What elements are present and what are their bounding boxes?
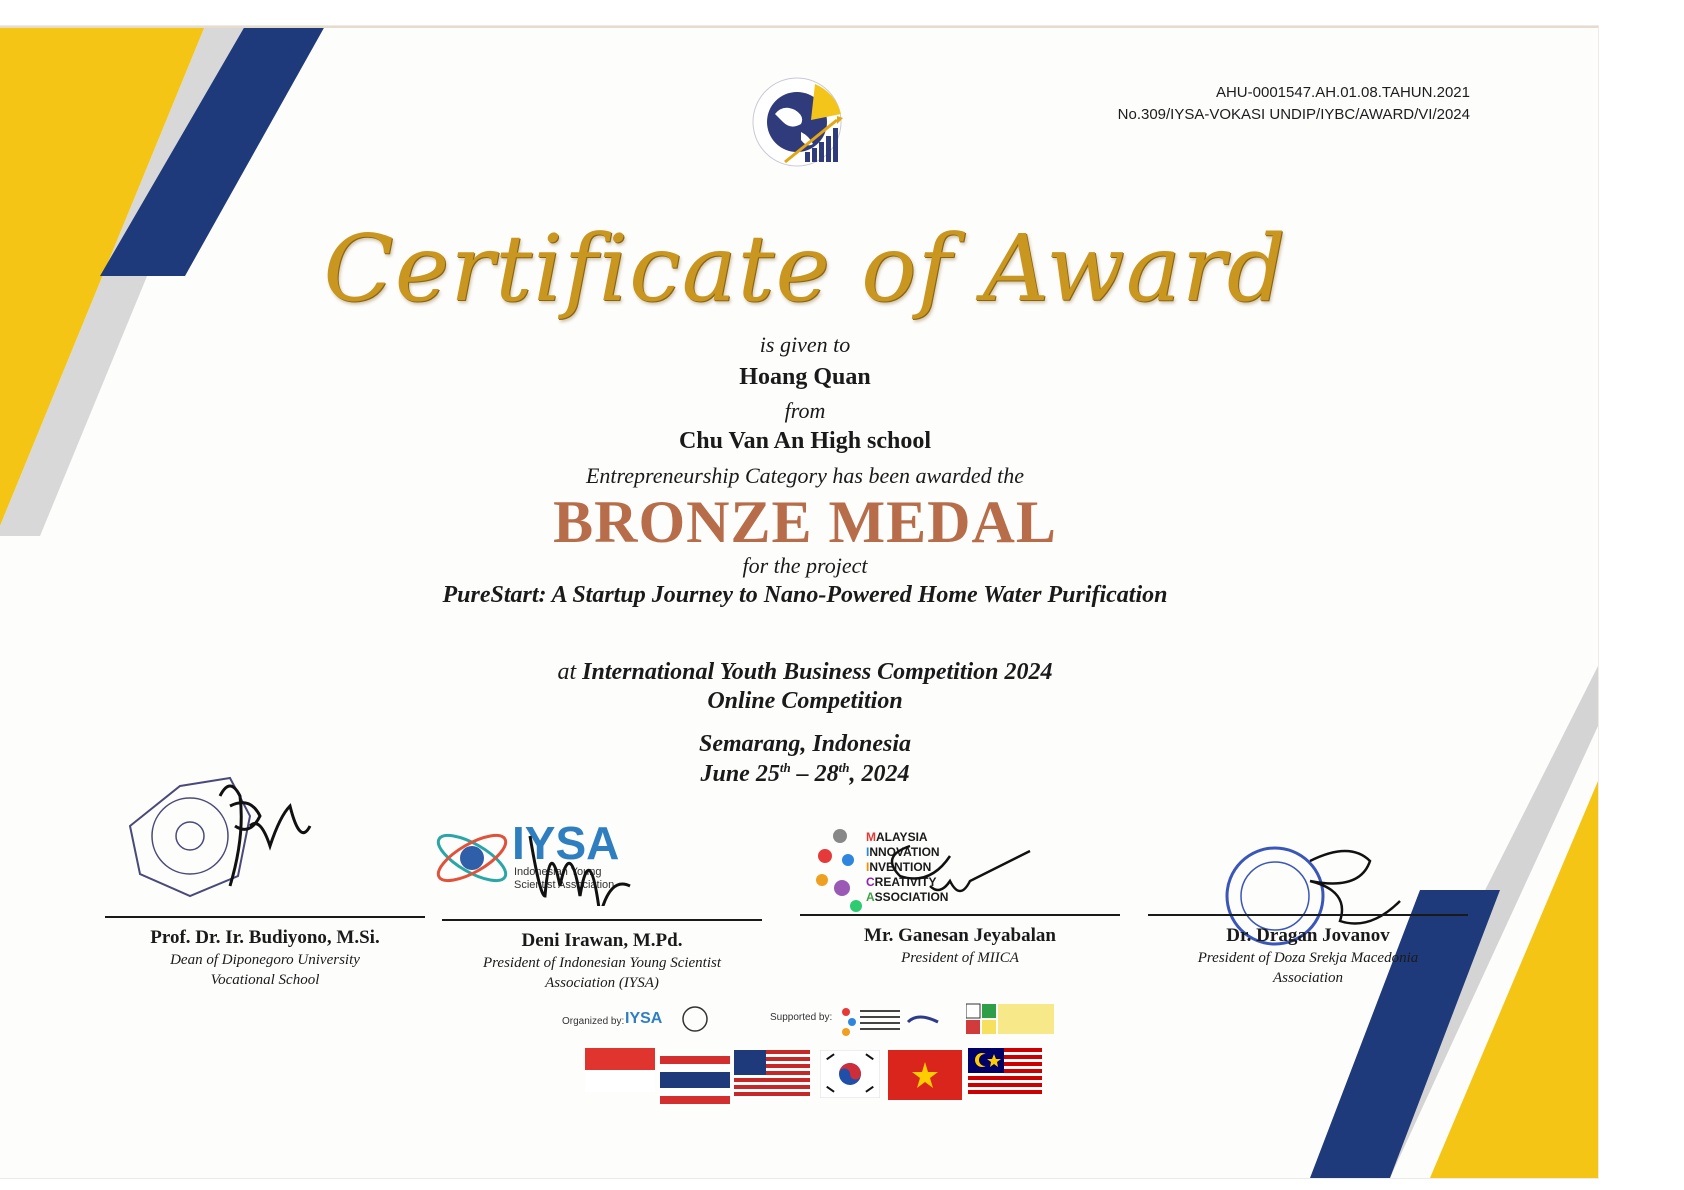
- supported-by-label: Supported by:: [770, 1012, 833, 1023]
- reference-line-2: No.309/IYSA-VOKASI UNDIP/IYBC/AWARD/VI/2024: [1117, 106, 1470, 123]
- signatory-2: [442, 919, 762, 993]
- competition-mode: Online Competition: [707, 688, 903, 714]
- competition-name: International Youth Business Competition 2024: [582, 659, 1053, 685]
- sheet-top-edge: [0, 26, 1598, 28]
- signatory-name: Mr. Ganesan Jeyabalan: [864, 925, 1056, 946]
- diponegoro-seal-and-signature: [120, 766, 330, 916]
- south-korea-flag-icon: [820, 1050, 880, 1098]
- miica-dots-icon: [810, 826, 870, 926]
- project-label: for the project: [742, 553, 868, 578]
- deni-irawan-signature: [510, 816, 650, 906]
- signatory-name: Dr. Dragan Jovanov: [1226, 925, 1390, 946]
- ganesan-signature: [870, 826, 1040, 916]
- given-to-label: is given to: [759, 332, 851, 357]
- malaysia-flag-icon: [968, 1048, 1042, 1096]
- competition-globe-logo: [745, 62, 865, 182]
- supporter-logos: [838, 1004, 958, 1038]
- signatory-4: [1148, 914, 1468, 988]
- signature-line: [105, 916, 425, 918]
- signatory-role: President of MIICA: [901, 950, 1019, 966]
- iysa-small-logo: IYSA: [625, 1010, 663, 1027]
- location: Semarang, Indonesia: [698, 731, 912, 757]
- signatory-role: President of Indonesian Young Scientist Association (IYSA): [482, 955, 722, 991]
- school-name: Chu Van An High school: [678, 428, 932, 454]
- undip-small-seal: [680, 1004, 710, 1034]
- indonesia-flag-icon: [585, 1048, 655, 1092]
- ms-club-logo: [966, 1002, 1056, 1042]
- organized-by-label: Organized by:: [562, 1016, 625, 1027]
- at-label: at: [557, 659, 577, 685]
- iysa-fullname: Indonesian Young Scientist Association: [514, 866, 615, 891]
- reference-line-1: AHU-0001547.AH.01.08.TAHUN.2021: [1215, 84, 1470, 101]
- award-title: BRONZE MEDAL: [553, 489, 1057, 555]
- signatory-role: Dean of Diponegoro University Vocational School: [170, 952, 360, 988]
- competition-line: [0, 659, 1598, 686]
- certificate-sheet: [0, 26, 1598, 1178]
- miica-acronym: MALAYSIA INNOVATION INVENTION CREATIVITY ASSOCIATION: [866, 830, 949, 904]
- signatory-1: [105, 916, 425, 990]
- signatory-role: President of Doza Srekja Macedonia Association: [1197, 950, 1419, 986]
- usa-flag-icon: [734, 1050, 810, 1098]
- signature-line: [800, 914, 1120, 916]
- iysa-abbr: IYSA: [512, 817, 620, 869]
- vietnam-flag-icon: [888, 1050, 962, 1100]
- recipient-name: Hoang Quan: [739, 364, 871, 390]
- signature-line: [1148, 914, 1468, 916]
- from-label: from: [784, 398, 826, 423]
- signatory-3: [800, 914, 1120, 968]
- certificate-title: Certificate of Award: [323, 215, 1287, 322]
- thailand-flag-icon: [660, 1056, 730, 1104]
- category-text: Entrepreneurship Category has been awarded the: [585, 463, 1025, 488]
- competition-date: June 25th – 28th, 2024: [700, 760, 910, 787]
- signatory-name: Prof. Dr. Ir. Budiyono, M.Si.: [150, 927, 380, 948]
- atom-icon: [430, 816, 520, 896]
- project-title: PureStart: A Startup Journey to Nano-Powered Home Water Purification: [442, 582, 1168, 608]
- reference-numbers: [1118, 82, 1470, 126]
- signatory-name: Deni Irawan, M.Pd.: [521, 930, 683, 951]
- signature-line: [442, 919, 762, 921]
